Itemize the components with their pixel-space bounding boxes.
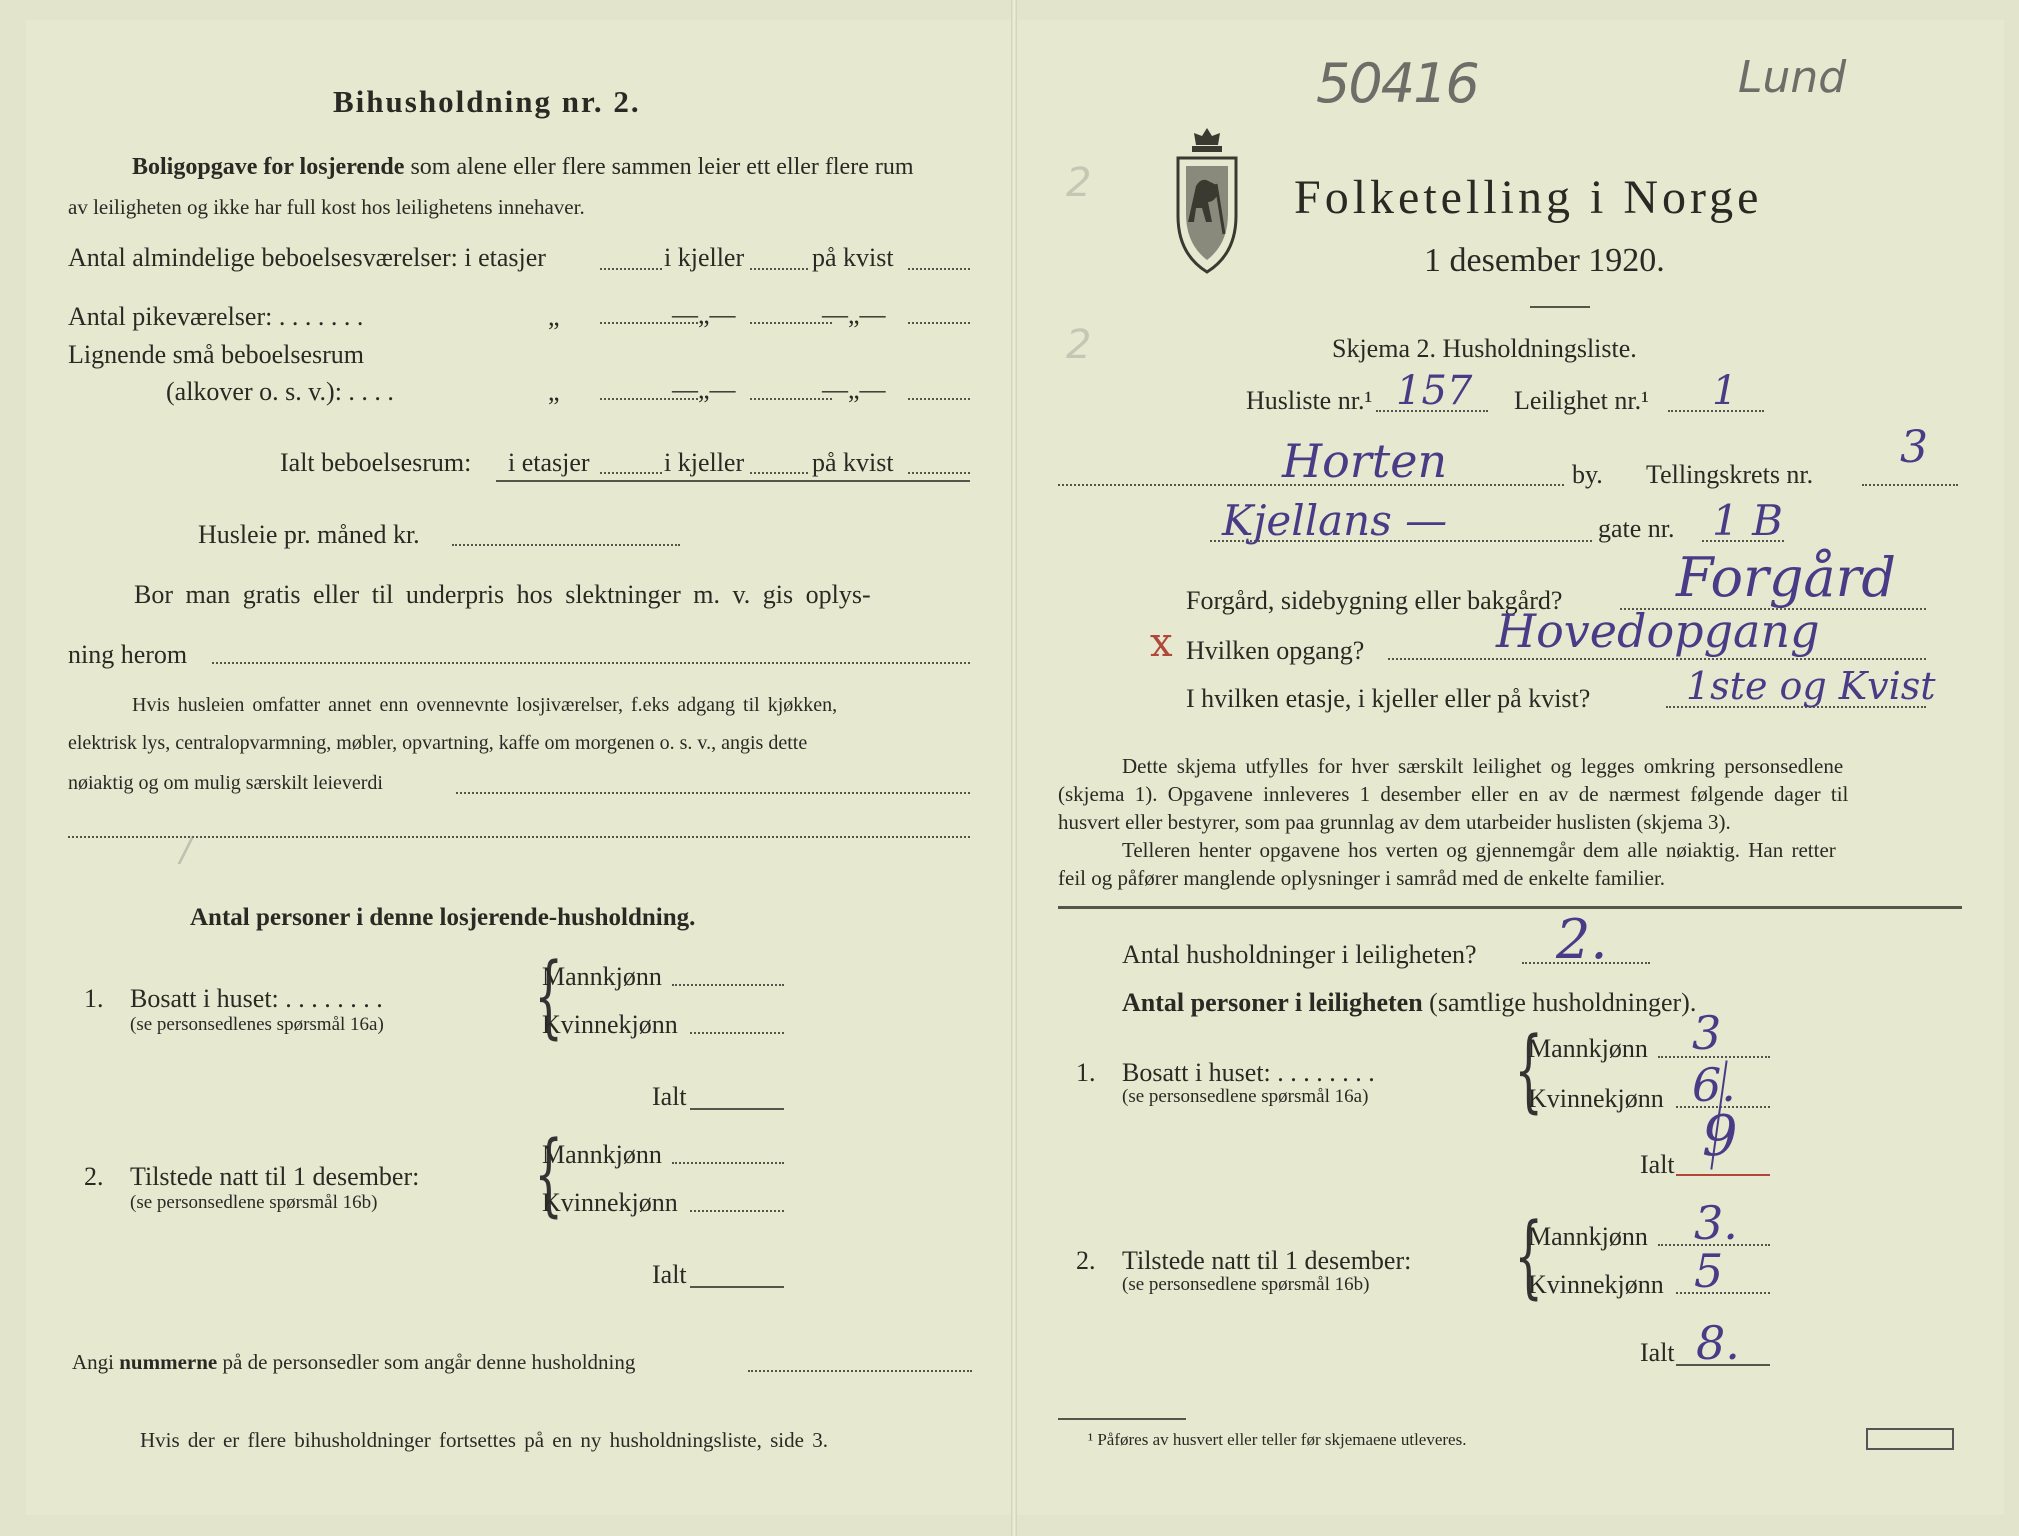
right-persons-heading-bold: Antal personer i leiligheten xyxy=(1122,988,1423,1017)
right-q1-kvinne-label: Kvinnekjønn xyxy=(1528,1084,1664,1113)
left-q2-label: Tilstede natt til 1 desember: xyxy=(130,1162,420,1191)
rooms-kjeller-field[interactable] xyxy=(750,268,808,270)
alkover-label: (alkover o. s. v.): . . . . xyxy=(166,377,394,406)
left-q2-mann-field[interactable] xyxy=(672,1162,784,1164)
right-q2-mann-label: Mannkjønn xyxy=(1528,1222,1648,1251)
ialt-etasjer-field[interactable] xyxy=(600,472,662,474)
instructions-4: Telleren henter opgavene hos verten og gjennemgår dem alle nøiaktig. Han retter xyxy=(1122,838,1836,862)
left-q2-brace: { xyxy=(534,1122,563,1227)
pencil-mark-c: 2 xyxy=(1066,322,1092,368)
gratis-line-2: ning herom xyxy=(68,640,188,669)
left-q2-kvinne-label: Kvinnekjønn xyxy=(542,1188,678,1217)
title-rule xyxy=(1530,306,1590,308)
right-q1-sub: (se personsedlene spørsmål 16a) xyxy=(1122,1086,1369,1107)
forgaard-label: Forgård, sidebygning eller bakgård? xyxy=(1186,586,1563,615)
husleie-label: Husleie pr. måned kr. xyxy=(198,520,420,549)
opgang-check-mark: x xyxy=(1150,620,1173,666)
right-q2-kvinne-label: Kvinnekjønn xyxy=(1528,1270,1664,1299)
left-q1-ialt-label: Ialt xyxy=(652,1082,687,1111)
page-fold xyxy=(1011,0,1017,1536)
gate-value: Kjellans — xyxy=(1222,496,1448,545)
leilighet-value: 1 xyxy=(1712,368,1738,414)
gratis-field[interactable] xyxy=(212,662,970,664)
right-persons-heading-rest: (samtlige husholdninger). xyxy=(1429,988,1697,1017)
left-q1-mann-field[interactable] xyxy=(672,984,784,986)
angi-bold: nummerne xyxy=(119,1350,218,1374)
right-q1-ialt-field[interactable] xyxy=(1676,1174,1770,1176)
census-date: 1 desember 1920. xyxy=(1424,242,1665,279)
pike-ditto: „ xyxy=(548,302,560,331)
leieverdi-field[interactable] xyxy=(456,792,970,794)
gratis-line-1: Bor man gratis eller til underpris hos slektninger m. v. gis oplys- xyxy=(134,580,871,609)
intro-line-1 xyxy=(132,154,914,181)
krets-field[interactable] xyxy=(1862,484,1958,486)
rooms-etasjer-field[interactable] xyxy=(600,268,662,270)
section-divider xyxy=(1058,906,1962,909)
by-label: by. xyxy=(1572,460,1603,489)
etasje-value: 1ste og Kvist xyxy=(1686,664,1936,708)
left-q2-num: 2. xyxy=(84,1162,104,1191)
right-q2-kvinne-value: 5 xyxy=(1694,1244,1724,1298)
intro-rest: som alene eller flere sammen leier ett eller flere rum xyxy=(410,154,914,180)
instructions-5: feil og påfører manglende oplysninger i samråd med de enkelte familier. xyxy=(1058,866,1666,890)
left-title: Bihusholdning nr. 2. xyxy=(333,84,641,119)
right-q2-label: Tilstede natt til 1 desember: xyxy=(1122,1246,1412,1275)
pencil-mark-a: / xyxy=(180,830,192,870)
hush-label: Antal husholdninger i leiligheten? xyxy=(1122,940,1477,969)
left-footer: Hvis der er flere bihusholdninger fortsettes på en ny husholdningsliste, side 3. xyxy=(140,1428,828,1452)
husliste-value: 157 xyxy=(1396,368,1473,414)
left-q1-kvinne-label: Kvinnekjønn xyxy=(542,1010,678,1039)
gate-label: gate nr. xyxy=(1598,514,1675,543)
footnote-rule xyxy=(1058,1418,1186,1420)
left-q2-mann-label: Mannkjønn xyxy=(542,1140,662,1169)
right-q1-mann-label: Mannkjønn xyxy=(1528,1034,1648,1063)
husleie-note-3: nøiaktig og om mulig særskilt leieverdi xyxy=(68,772,383,794)
right-q1-kvinne-value: 6. xyxy=(1692,1058,1736,1112)
left-q2-ialt-field[interactable] xyxy=(690,1286,784,1288)
left-q2-kvinne-field[interactable] xyxy=(690,1210,784,1212)
right-persons-heading xyxy=(1122,988,1696,1018)
opgang-label: Hvilken opgang? xyxy=(1186,636,1365,665)
pike-kvist-field[interactable] xyxy=(908,322,970,324)
leieverdi-field-2[interactable] xyxy=(68,836,970,838)
right-q2-ialt-value: 8. xyxy=(1696,1316,1740,1370)
forgaard-value: Forgård xyxy=(1676,546,1896,609)
angi-field[interactable] xyxy=(748,1370,972,1372)
printer-stamp xyxy=(1866,1428,1954,1450)
instructions-1: Dette skjema utfylles for hver særskilt leilighet og legges omkring personsedlene xyxy=(1122,754,1844,778)
small-rooms-label: Lignende små beboelsesrum xyxy=(68,340,365,369)
rooms-label: Antal almindelige beboelsesværelser: i etasjer xyxy=(68,243,546,272)
right-q1-mann-value: 3 xyxy=(1692,1006,1722,1060)
ialt-kvist-label: på kvist xyxy=(812,448,894,477)
alkover-kvist-field[interactable] xyxy=(908,398,970,400)
etasje-label: I hvilken etasje, i kjeller eller på kvist? xyxy=(1186,684,1591,713)
left-q1-kvinne-field[interactable] xyxy=(690,1032,784,1034)
ialt-etasjer-label: i etasjer xyxy=(508,448,590,477)
pike-dash-1: —„— xyxy=(672,300,736,329)
gate-nr-value: 1 B xyxy=(1712,496,1783,545)
ialt-kjeller-field[interactable] xyxy=(750,472,808,474)
instructions-2: (skjema 1). Opgavene innleveres 1 desember eller en av de nærmest følgende dager til xyxy=(1058,782,1849,806)
angi-line xyxy=(72,1350,635,1375)
left-q1-sub: (se personsedlenes spørsmål 16a) xyxy=(130,1014,384,1035)
rooms-kjeller-label: i kjeller xyxy=(664,243,745,272)
right-q1-ialt-label: Ialt xyxy=(1640,1150,1675,1179)
intro-bold: Boligopgave for losjerende xyxy=(132,154,405,180)
archive-number: 50416 xyxy=(1316,52,1478,115)
intro-line-2: av leiligheten og ikke har full kost hos leilighetens innehaver. xyxy=(68,195,585,219)
alkover-dash-2: —„— xyxy=(822,375,886,404)
leilighet-label: Leilighet nr.¹ xyxy=(1514,386,1649,415)
angi-pre: Angi xyxy=(72,1350,114,1374)
left-q1-brace: { xyxy=(534,944,563,1049)
right-q1-label: Bosatt i huset: . . . . . . . . xyxy=(1122,1058,1375,1087)
husleie-note-2: elektrisk lys, centralopvarmning, møbler, opvartning, kaffe om morgenen o. s. v., angis dette xyxy=(68,732,808,754)
right-q2-mann-value: 3. xyxy=(1694,1196,1738,1250)
rooms-kvist-label: på kvist xyxy=(812,243,894,272)
ialt-rooms-label: Ialt beboelsesrum: xyxy=(280,448,472,477)
rooms-kvist-field[interactable] xyxy=(908,268,970,270)
alkover-dash-1: —„— xyxy=(672,375,736,404)
alkover-ditto: „ xyxy=(548,377,560,406)
ialt-kvist-field[interactable] xyxy=(908,472,970,474)
krets-value: 3 xyxy=(1900,422,1928,473)
schema-label: Skjema 2. Husholdningsliste. xyxy=(1332,334,1637,363)
right-q2-sub: (se personsedlene spørsmål 16b) xyxy=(1122,1274,1370,1295)
instructions-3: husvert eller bestyrer, som paa grunnlag av dem utarbeider huslisten (skjema 3). xyxy=(1058,810,1731,834)
left-q2-sub: (se personsedlene spørsmål 16b) xyxy=(130,1192,378,1213)
right-q2-ialt-label: Ialt xyxy=(1640,1338,1675,1367)
husleie-field[interactable] xyxy=(452,544,680,546)
right-q1-brace: { xyxy=(1514,1018,1543,1123)
footnote: ¹ Påføres av husvert eller teller før skjemaene utleveres. xyxy=(1088,1430,1467,1449)
left-q1-label: Bosatt i huset: . . . . . . . . xyxy=(130,984,383,1013)
norway-coat-of-arms-icon xyxy=(1172,126,1242,276)
right-q1-num: 1. xyxy=(1076,1058,1096,1087)
pike-dash-2: —„— xyxy=(822,300,886,329)
hush-value: 2. xyxy=(1556,908,1608,971)
corner-note: Lund xyxy=(1738,52,1847,103)
left-persons-heading: Antal personer i denne losjerende-husholdning. xyxy=(190,904,696,931)
ialt-kjeller-label: i kjeller xyxy=(664,448,745,477)
pencil-mark-b: 2 xyxy=(1066,160,1092,206)
left-q1-num: 1. xyxy=(84,984,104,1013)
opgang-field[interactable] xyxy=(1388,658,1926,660)
husleie-note-1: Hvis husleien omfatter annet enn ovennevnte losjiværelser, f.eks adgang til kjøkken, xyxy=(132,694,838,716)
left-q1-mann-label: Mannkjønn xyxy=(542,962,662,991)
right-title: Folketelling i Norge xyxy=(1294,171,1763,224)
ialt-underline xyxy=(496,480,970,482)
left-q1-ialt-field[interactable] xyxy=(690,1108,784,1110)
pike-kjeller-field[interactable] xyxy=(750,322,832,324)
by-value: Horten xyxy=(1282,434,1448,488)
opgang-value: Hovedopgang xyxy=(1496,604,1820,658)
alkover-kjeller-field[interactable] xyxy=(750,398,832,400)
husliste-label: Husliste nr.¹ xyxy=(1246,386,1373,415)
angi-rest: på de personsedler som angår denne husholdning xyxy=(222,1350,636,1374)
left-q2-ialt-label: Ialt xyxy=(652,1260,687,1289)
krets-label: Tellingskrets nr. xyxy=(1646,460,1814,489)
right-q2-num: 2. xyxy=(1076,1246,1096,1275)
pike-label: Antal pikeværelser: . . . . . . . xyxy=(68,302,364,331)
right-q1-ialt-value: 9 xyxy=(1702,1104,1738,1169)
right-q2-brace: { xyxy=(1514,1204,1543,1309)
